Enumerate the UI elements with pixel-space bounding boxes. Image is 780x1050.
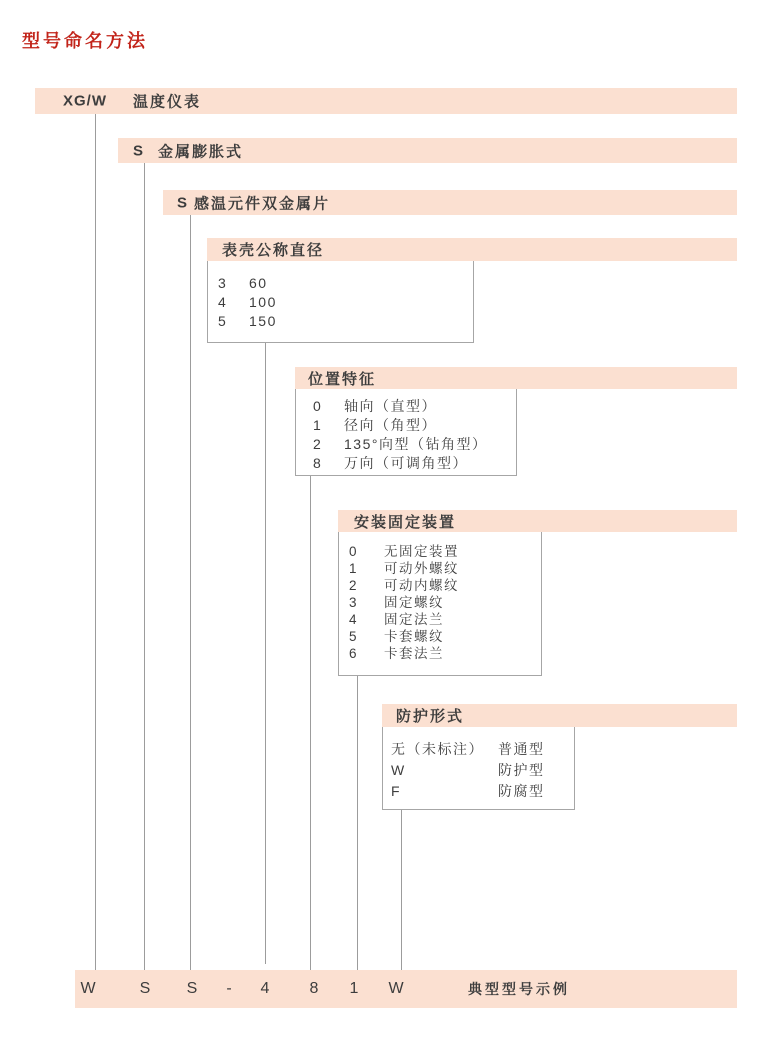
option-row: 4 固定法兰 (349, 612, 444, 627)
box-header-protection-form: 防护形式 (382, 704, 737, 727)
option-row: 3 60 (218, 275, 268, 291)
level-code: S (177, 194, 189, 211)
level-code: S (133, 142, 145, 159)
option-row: 1 径向（角型） (313, 417, 437, 433)
option-row: 4 100 (218, 294, 277, 310)
box-body-protection-form (382, 727, 575, 810)
option-row: 2 135°向型（钻角型） (313, 436, 488, 452)
example-caption: 典型型号示例 (468, 981, 570, 997)
option-row: 0 轴向（直型） (313, 398, 437, 414)
connector-line (144, 163, 145, 970)
model-code-char: W (388, 980, 404, 997)
option-row: 3 固定螺纹 (349, 595, 444, 610)
option-row: 8 万向（可调角型） (313, 455, 468, 471)
option-row: 1 可动外螺纹 (349, 561, 459, 576)
option-row: 6 卡套法兰 (349, 646, 444, 661)
level-bar-sensing-element (163, 190, 737, 215)
model-code-char: - (226, 980, 232, 997)
connector-line (401, 810, 402, 970)
connector-line (310, 476, 311, 970)
level-label: 金属膨胀式 (158, 143, 244, 160)
option-row: 0 无固定装置 (349, 544, 459, 559)
box-body-position-feature (295, 389, 517, 476)
model-code-char: 4 (260, 980, 270, 997)
option-row: F 防腐型 (391, 783, 545, 799)
box-header-position-feature: 位置特征 (295, 367, 737, 389)
box-body-dial-diameter (207, 261, 474, 343)
level-bar-model-series (35, 88, 737, 114)
level-label: 感温元件双金属片 (194, 195, 331, 212)
box-header-dial-diameter: 表壳公称直径 (207, 238, 737, 261)
connector-line (95, 114, 96, 970)
page-title: 型号命名方法 (22, 31, 148, 51)
option-row: 无（未标注） 普通型 (391, 741, 545, 757)
option-row: 5 150 (218, 313, 277, 329)
option-row: 2 可动内螺纹 (349, 578, 459, 593)
connector-line (265, 343, 266, 964)
level-bar-expansion-type (118, 138, 737, 163)
connector-line (190, 215, 191, 970)
box-header-mounting-device: 安装固定装置 (338, 510, 737, 532)
box-body-mounting-device (338, 532, 542, 676)
model-code-char: S (139, 980, 151, 997)
level-label: 温度仪表 (133, 93, 202, 111)
model-code-char: 1 (349, 980, 359, 997)
model-code-char: S (186, 980, 198, 997)
model-code-char: 8 (309, 980, 319, 997)
option-row: 5 卡套螺纹 (349, 629, 444, 644)
level-code: XG/W (63, 92, 107, 110)
option-row: W 防护型 (391, 762, 545, 778)
model-code-char: W (80, 980, 96, 997)
model-example-bar (75, 970, 737, 1008)
connector-line (357, 676, 358, 970)
